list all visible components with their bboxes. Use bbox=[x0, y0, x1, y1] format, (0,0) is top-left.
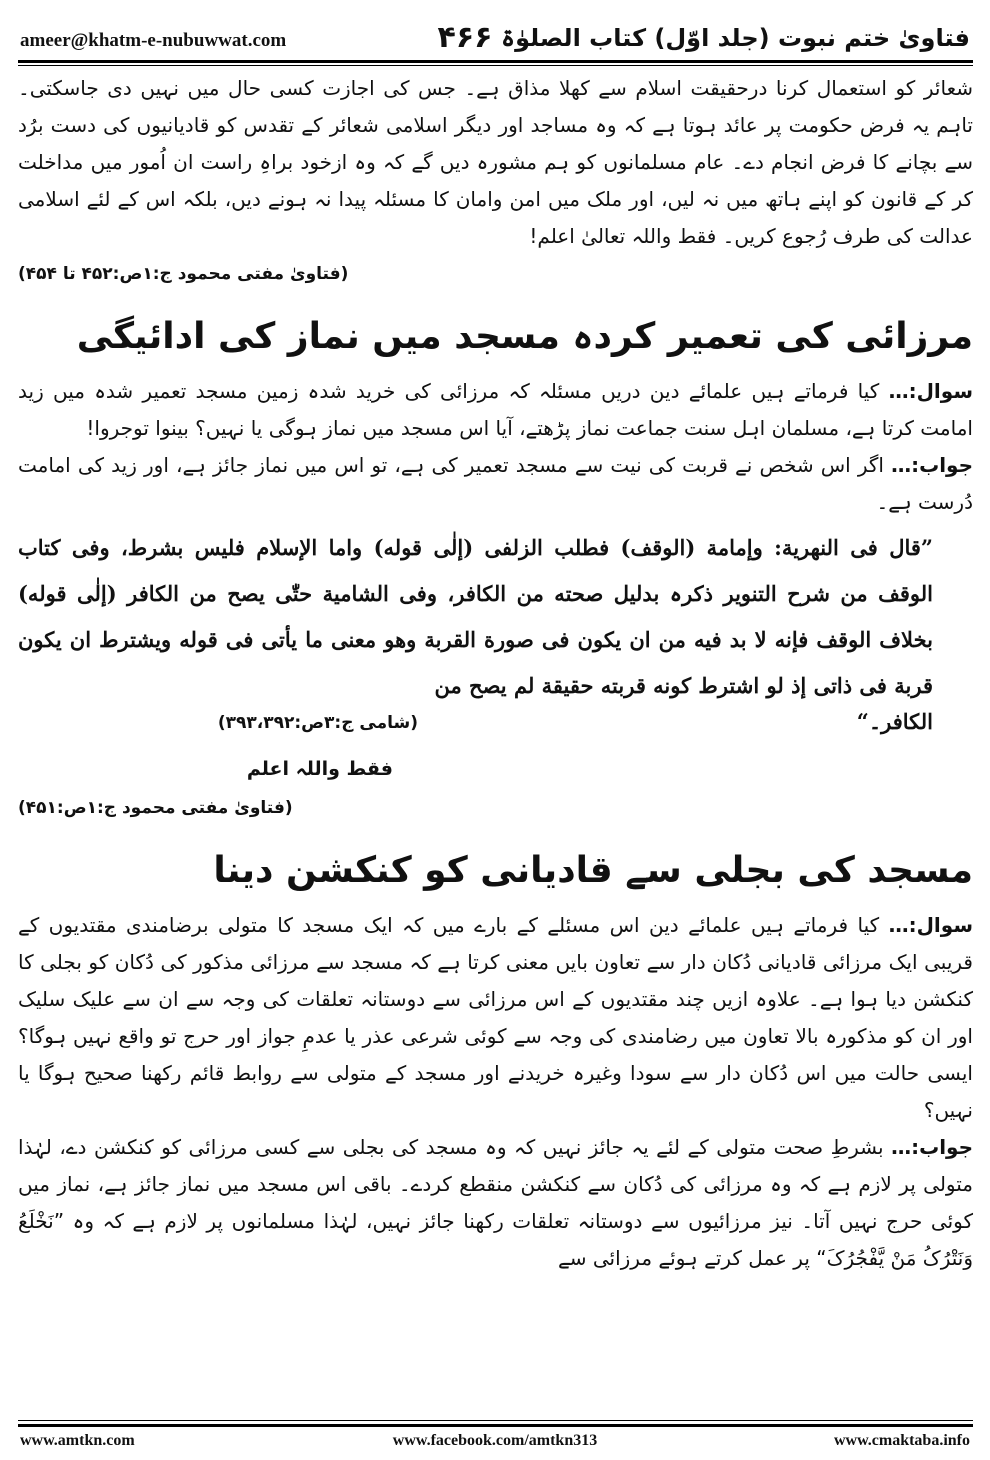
question-text: کیا فرماتے ہیں علمائے دین دریں مسئلہ کہ مرزائی کی خرید شدہ زمین مسجد تعمیر شدہ میں زید امامت کرتا ہے، مسلمان اہل سنت جماعت نماز پڑھتے، آیا اس مسجد میں نماز ہوگی یا نہیں؟ بینوا توجروا! bbox=[18, 379, 973, 440]
page-footer bbox=[0, 1428, 990, 1458]
intro-paragraph: شعائر کو استعمال کرنا درحقیقت اسلام سے کھلا مذاق ہے۔ جس کی اجازت کسی حال میں نہیں دی جاسکتی۔ تاہم یہ فرض حکومت پر عائد ہوتا ہے کہ وہ مساجد اور دیگر اسلامی شعائر کے تقدس کو قادیانیوں کی دست برُد سے بچانے کا فرض انجام دے۔ عام مسلمانوں کو ہم مشورہ دیں گے کہ وہ ازخود براہِ راست ان اُمور میں مداخلت کر کے قانون کو اپنے ہاتھ میں نہ لیں، اور ملک میں امن وامان کا مسئلہ پیدا نہ ہونے دیں، بلکہ اس کے لئے اسلامی عدالت کی طرف رُجوع کریں۔ فقط واللہ تعالیٰ اعلم! bbox=[18, 76, 973, 248]
footer-link-cmaktaba[interactable]: www.cmaktaba.info bbox=[833, 1432, 970, 1449]
signoff: فقط واللہ اعلم bbox=[246, 758, 393, 780]
footer-rule-thin bbox=[18, 1420, 973, 1421]
section1-heading: مرزائی کی تعمیر کردہ مسجد میں نماز کی ادائیگی bbox=[76, 316, 973, 357]
footer-rule bbox=[18, 1424, 973, 1427]
section2-question bbox=[18, 907, 973, 1129]
answer-text: بشرطِ صحت متولی کے لئے یہ جائز نہیں کہ وہ مسجد کی بجلی سے کسی مرزائی کو کنکشن دے، لہٰذا متولی پر لازم ہے کہ وہ مرزائی کی دُکان سے کنکشن منقطع کردے۔ باقی اس مسجد میں نماز جائز ہے، نماز میں کوئی حرج نہیں آتا۔ نیز مرزائیوں سے دوستانہ تعلقات رکھنا جائز نہیں، لہٰذا مسلمانوں پر لازم ہے کہ وہ ”نَخْلَعُ وَنَتْرُکُ مَنْ یَّفْجُرُکَ“ پر عمل کرتے ہوئے مرزائی سے bbox=[18, 1135, 973, 1270]
section1-answer bbox=[18, 447, 973, 521]
arabic-quote-end: الکافر۔“ bbox=[856, 709, 933, 734]
section1-reference: (فتاویٰ مفتی محمود ج:۱ص:۴۵۱) bbox=[18, 798, 293, 818]
footer-link-facebook[interactable]: www.facebook.com/amtkn313 bbox=[392, 1432, 598, 1449]
section2-heading: مسجد کی بجلی سے قادیانی کو کنکشن دینا bbox=[213, 850, 973, 891]
question-label: سوال:… bbox=[888, 913, 973, 937]
book-title: فتاویٰ ختم نبوت (جلد اوّل) کتاب الصلوٰۃ bbox=[501, 24, 970, 52]
header-email: ameer@khatm-e-nubuwwat.com bbox=[20, 30, 287, 51]
answer-text: اگر اس شخص نے قربت کی نیت سے مسجد تعمیر کی ہے، تو اس میں نماز جائز ہے، اور زید کی امامت دُرست ہے۔ bbox=[18, 453, 973, 514]
answer-label: جواب:… bbox=[891, 1135, 973, 1159]
section2-answer bbox=[18, 1129, 973, 1277]
intro-reference: (فتاویٰ مفتی محمود ج:۱ص:۴۵۲ تا ۴۵۴) bbox=[18, 264, 349, 284]
arabic-source: (شامی ج:۳ص:۳۹۳،۳۹۲) bbox=[217, 713, 418, 733]
arabic-citation-row bbox=[18, 709, 973, 749]
section1-question bbox=[18, 373, 973, 447]
question-label: سوال:… bbox=[888, 379, 973, 403]
page-number: ۴۶۶ bbox=[437, 20, 493, 55]
arabic-quote: ”قال فی النھریة: وإمامة (الوقف) فطلب الزلفی (إلٰی قوله) واما الإسلام فلیس بشرط، وفی کتاب الوقف من شرح التنویر ذکرہ بدلیل صحته من الکافر، وفی الشامیة حتّٰی یصح من الکافر (إلٰی قوله) بخلاف الوقف فإنه لا بد فیه من ان یکون فی صورة القربة وھو معنی ما یأتی فی قوله ویشترط ان یکون قربة فی ذاتی إذ لو اشترط کونه قربته حقیقة لم یصح من bbox=[18, 535, 933, 698]
answer-label: جواب:… bbox=[891, 453, 974, 477]
page-header bbox=[0, 0, 990, 60]
header-rule bbox=[18, 60, 973, 63]
page-content bbox=[18, 70, 973, 1420]
question-text: کیا فرماتے ہیں علمائے دین اس مسئلے کے بارے میں کہ ایک مسجد کا متولی برضامندی مقتدیوں کے قریبی ایک مرزائی قادیانی دُکان دار سے تعاون بایں معنی کرتا ہے کہ مسجد سے مرزائی مذکور کی دُکان کو بجلی کا کنکشن دیا ہوا ہے۔ علاوہ ازیں چند مقتدیوں کے اس مرزائی سے دوستانہ تعلقات کی وجہ سے ان سے علیک سلیک اور ان کو مذکورہ بالا تعاون میں رضامندی کی وجہ سے کوئی شرعی عذر یا عدمِ جواز اور حرج تو واقع نہیں ہوگا؟ ایسی حالت میں اس دُکان دار سے سودا وغیرہ خریدنے اور مسجد کے متولی سے روابط قائم رکھنا صحیح ہوگا یا نہیں؟ bbox=[18, 913, 973, 1122]
header-rule-thin bbox=[18, 65, 973, 66]
footer-link-amtkn[interactable]: www.amtkn.com bbox=[20, 1432, 135, 1449]
